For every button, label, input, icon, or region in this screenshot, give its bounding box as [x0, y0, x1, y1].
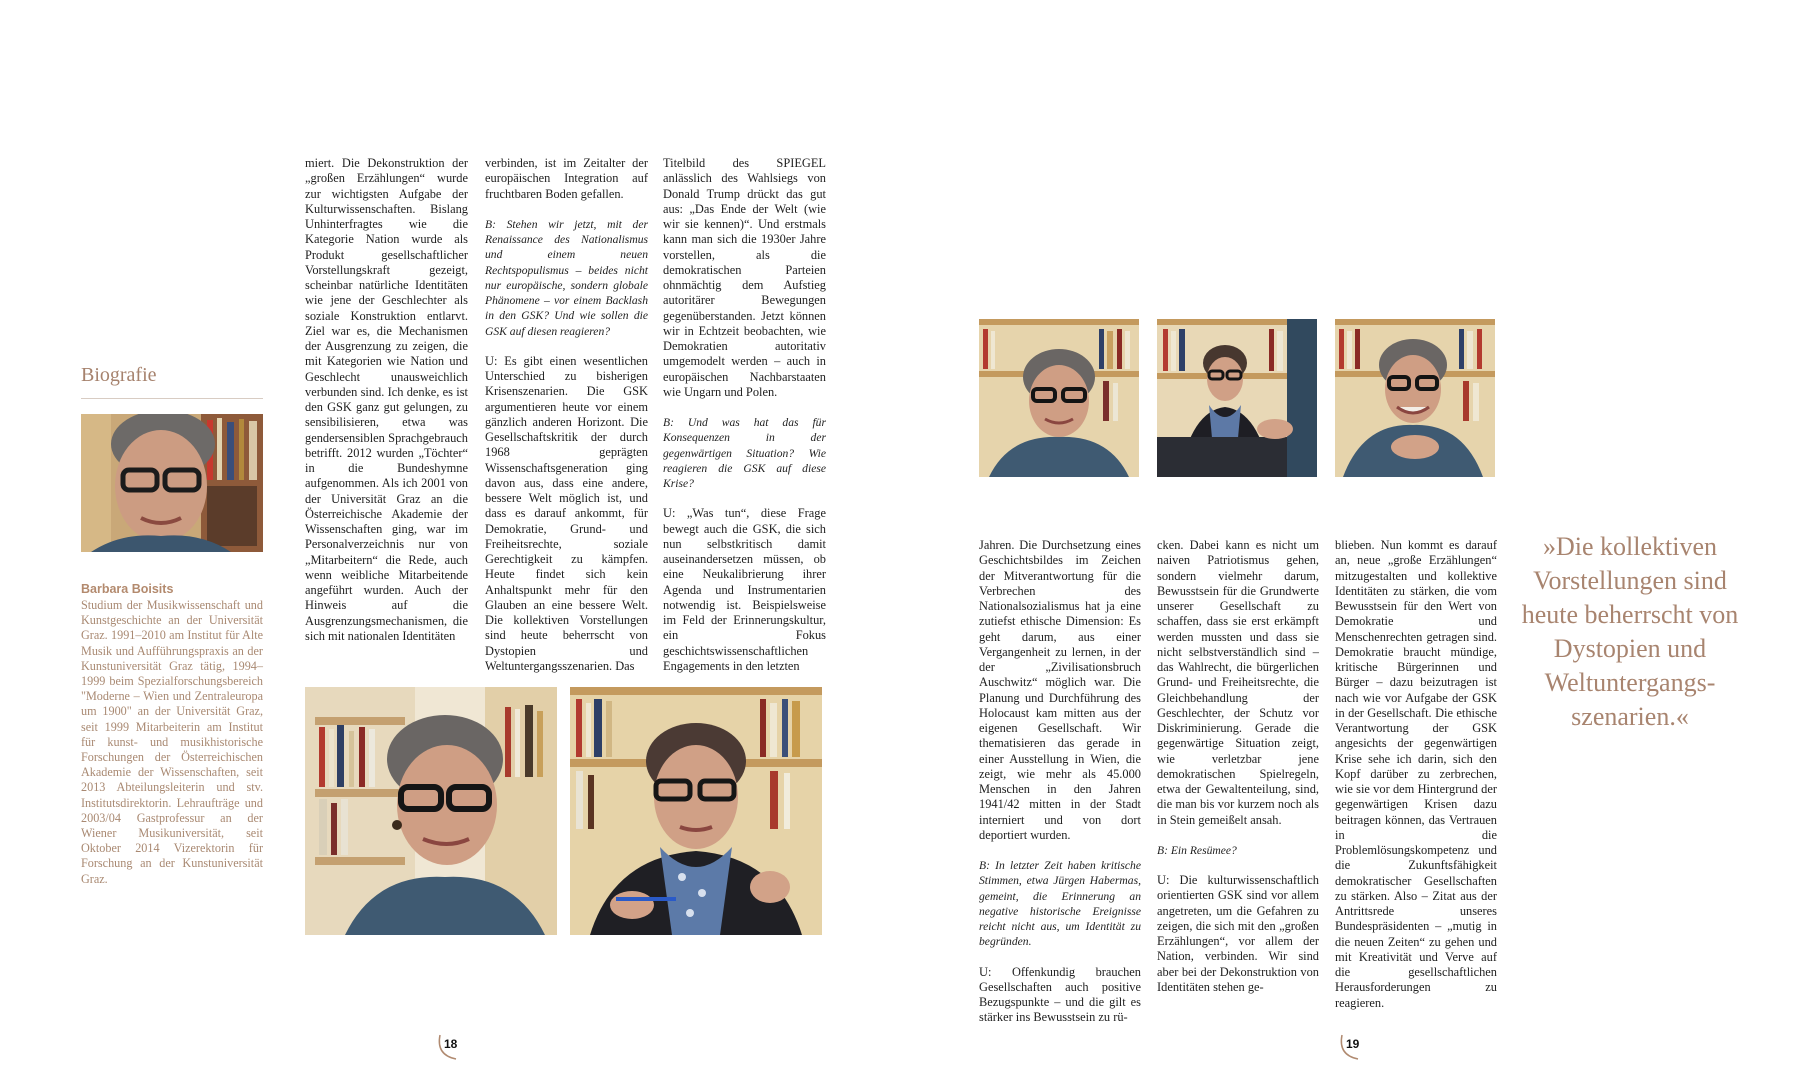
page-number-left-text: 18 — [444, 1037, 458, 1051]
interview-answer: miert. Die Dekonstruktion der „großen Erzählungen“ wurde zur wichtigsten Aufgabe der Kulturwissenschaften. Bislang Unhinterfragtes wie die Kategorie Nation wurde als Produkt gesellschaftlicher Vorstellungskraft gezeigt, scheinbar natürliche Identitäten wie jene der Geschlechter als soziale Konstruktion entlarvt. Ziel war es, die Mechanismen der Ausgrenzung zu zeigen, die mit Kategorien wie Nation und Geschlecht unausweichlich verbunden sind. Ich denke, es ist den GSK ganz gut gelungen, zu sensibilisieren, etwa was gendersensiblen Sprachgebrauch betrifft. 2012 wurden „Töchter“ in die Bundeshymne aufgenommen. Als ich 2001 von der Universität Graz an die Österreichische Akademie der Wissenschaften ging, war im Personalverzeichnis nur von „Mitarbeitern“ die Rede, auch wenn weibliche Mitarbeitende angeführt wurden. Auch der Hinweis auf die Ausgrenzungsmechanismen, die sich mit nationalen Identitäten — [305, 156, 468, 643]
right-text-column-1 — [979, 538, 1141, 1026]
interview-question: B: In letzter Zeit haben kritische Stimmen, etwa Jürgen Habermas, gemeint, die Erinnerung an negative historische Ereignisse reicht nicht aus, um Identität zu begründen. — [979, 859, 1141, 949]
interview-answer: U: Die kulturwissenschaftlich orientierten GSK sind vor allem angetreten, um die Gefahren zu zeigen, die sich mit den „großen Erzählungen“, vor allem der Nation, verbinden. Wir sind aber bei der Dekonstruktion von Identitäten stehen ge- — [1157, 873, 1319, 994]
interview-answer: Titelbild des SPIEGEL anlässlich des Wahlsiegs von Donald Trump drückt das gut aus: „Das Ende der Welt (wie wir sie kennen)“. Und erstmals kann man sich die 1930er Jahre vorstellen, als die demokratischen Parteien ohnmächtig dem Aufstieg autoritärer Bewegungen gegenüberstanden. Jetzt können wir in Echtzeit beobachten, wie Demokratien autoritativ umgemodelt werden – auch in europäischen Nachbarstaaten wie Ungarn und Polen. — [663, 156, 826, 399]
interview-photo-1 — [305, 687, 557, 935]
interview-question: B: Und was hat das für Konsequenzen in der gegenwärtigen Situation? Wie reagieren die GSK auf diese Krise? — [663, 416, 826, 490]
biography-text: Studium der Musikwissenschaft und Kunstgeschichte an der Universität Graz. 1991–2010 am Institut für Alte Musik und Aufführungspraxis an der Kunstuniversität Graz tätig, 1994–1999 beim Spezialforschungsbereich "Moderne – Wien und Zentraleuropa um 1900" an der Universität Graz, seit 1999 Mitarbeiterin am Institut für kunst- und musikhistorische Forschungen der Österreichischen Akademie der Wissenschaften, seit 2013 Abteilungsleiterin und stv. Institutsdirektorin. Lehraufträge und 2003/04 Gastprofessur an der Wiener Musikuniversität, seit Oktober 2014 Vizerektorin für Forschung an der Kunstuniversität Graz. — [81, 598, 263, 886]
left-text-column-3 — [663, 156, 826, 674]
page-number-right-text: 19 — [1346, 1037, 1360, 1051]
right-text-column-3 — [1335, 538, 1497, 1011]
left-text-column-2 — [485, 156, 648, 674]
page-number-right — [1336, 1027, 1372, 1063]
interview-answer: blieben. Nun kommt es darauf an, neue „große Erzählungen“ mitzugestalten und kollektive Identitäten zu stärken, die vom Bewusstsein für den Wert von Demokratie und Menschenrechten getragen sind. Demokratie braucht mündige, kritische Bürgerinnen und Bürger – dazu beizutragen ist nach wie vor Aufgabe der GSK in der Gesellschaft. Die ethische Verantwortung der GSK angesichts der gegenwärtigen Krise sehe ich darin, sich den Kopf darüber zu zerbrechen, wie sie vor dem Hintergrund der gegenwärtigen Krisen dazu beitragen können, das Vertrauen in die Problemlösungskompetenz und die Zukunftsfähigkeit demokratischer Gesellschaften zu stärken. Also – Zitat aus der Antrittsrede unseres Bundespräsidenten – „mutig in die neuen Zeiten“ zu gehen und mit Kreativität und Verve auf die gesellschaftlichen Herausforderungen zu reagieren. — [1335, 538, 1497, 1010]
interview-question: B: Stehen wir jetzt, mit der Renaissance des Nationalismus und einem neuen Rechtspopulismus – beides nicht nur europäische, sondern globale Phänomene – vor einem Backlash in den GSK? Und wie sollen die GSK auf diesen reagieren? — [485, 217, 648, 338]
biography-name: Barbara Boisits — [81, 582, 174, 596]
interview-answer: U: Es gibt einen wesentlichen Unterschied zu bisherigen Krisenszenarien. Die GSK argumentieren heute vor einem gänzlich anderen Horizont. Die Gesellschaftskritik der durch 1968 geprägten Wissenschaftsgeneration ging davon aus, dass eine andere, bessere Welt möglich ist, und dass es darauf ankommt, für Demokratie, Grund- und Freiheitsrechte, soziale Gerechtigkeit zu kämpfen. Heute findet sich kein Anhaltspunkt mehr für den Glauben an eine bessere Welt. Die kollektiven Vorstellungen sind heute beherrscht von Dystopien und Weltuntergangsszenarien. Das — [485, 353, 648, 673]
right-text-column-2 — [1157, 538, 1319, 995]
left-text-column-1 — [305, 156, 468, 644]
pull-quote: »Die kollektiven Vorstellungen sind heute beherrscht von Dystopien und Weltuntergangs-szenarien.« — [1521, 532, 1739, 731]
biography-heading: Biografie — [81, 364, 263, 399]
interview-photo-3 — [979, 319, 1139, 477]
biography-portrait-photo — [81, 414, 263, 552]
interview-answer: U: „Was tun“, diese Frage bewegt auch die GSK, die sich nun selbstkritisch damit auseinandersetzen müssen, ob eine Neukalibrierung ihrer Agenda und Instrumentarien notwendig ist. Beispielsweise im Feld der Erinnerungskultur, ein Fokus geschichtswissenschaftlichen Engagements in den letzten — [663, 506, 826, 673]
interview-answer: Jahren. Die Durchsetzung eines Geschichtsbildes im Zeichen der Mitverantwortung für die Verbrechen des Nationalsozialismus hat ja eine zutiefst ethische Dimension: Es geht darum, aus einer Vergangenheit zu lernen, in der der „Zivilisationsbruch Auschwitz“ möglich war. Die Planung und Durchführung des Holocaust kam mitten aus der eigenen Gesellschaft. Wir thematisieren das gerade in einer Ausstellung in Wien, die zeigt, wie mehr als 45.000 Menschen in den Jahren 1941/42 mitten in der Stadt interniert und von dort deportiert wurden. — [979, 538, 1141, 842]
interview-question: B: Ein Resümee? — [1157, 843, 1237, 857]
interview-photo-4 — [1157, 319, 1317, 477]
interview-answer: cken. Dabei kann es nicht um naiven Patriotismus gehen, sondern vielmehr darum, Bewusstsein für die Grundwerte unserer Gesellschaft zu schaffen, dass sie erst erkämpft werden mussten und dass sie nicht selbstverständlich sind – das Wahlrecht, die bürgerlichen Grund- und Freiheitsrechte, die Gleichbehandlung der Geschlechter, der Schutz vor Diskriminierung. Gerade die gegenwärtige Situation zeigt, wie verletzbar jene demokratischen Spielregeln, etwa der Gewaltenteilung, sind, die man bis vor kurzem noch als in Stein gemeißelt ansah. — [1157, 538, 1319, 827]
interview-photo-2 — [570, 687, 822, 935]
interview-answer: verbinden, ist im Zeitalter der europäischen Integration auf fruchtbaren Boden gefallen. — [485, 156, 648, 201]
page-number-left — [434, 1027, 470, 1063]
interview-answer: U: Offenkundig brauchen Gesellschaften auch positive Bezugspunkte – und die gilt es stärker ins Bewusstsein zu rü- — [979, 964, 1141, 1025]
interview-photo-5 — [1335, 319, 1495, 477]
